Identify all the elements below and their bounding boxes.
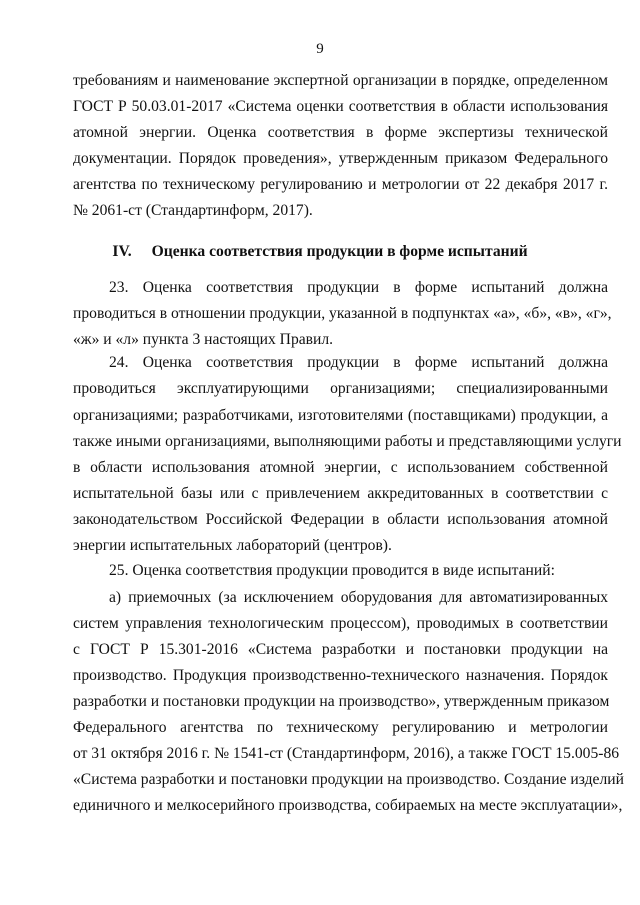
paragraph-24-line: испытательной базы или с привлечением аккредитованных в соответствии с [73, 485, 608, 502]
section-heading [0, 243, 640, 261]
paragraph-24-line: в области использования атомной энергии, с использованием собственной [73, 459, 608, 476]
paragraph-25a-line: производство. Продукция производственно-технического назначения. Порядок [73, 667, 608, 684]
paragraph-23-line: «ж» и «л» пункта 3 настоящих Правил. [73, 331, 334, 348]
paragraph-25a-line: разработки и постановки продукции на производство», утвержденным приказом [73, 693, 610, 710]
page-number: 9 [316, 41, 324, 57]
text-line: атомной энергии. Оценка соответствия в форме экспертизы технической [73, 124, 608, 141]
text-line: агентства по техническому регулированию и метрологии от 22 декабря 2017 г. [73, 176, 608, 193]
paragraph-24-line: проводиться эксплуатирующими организациями; специализированными [73, 380, 608, 397]
paragraph-24-line: 24. Оценка соответствия продукции в форме испытаний должна [109, 354, 608, 371]
paragraph-23-line: 23. Оценка соответствия продукции в форме испытаний должна [109, 279, 608, 296]
paragraph-25a-line: систем управления технологическим процессом), проводимых в соответствии [73, 615, 608, 632]
paragraph-25a-line: с ГОСТ Р 15.301-2016 «Система разработки и постановки продукции на [73, 641, 608, 658]
paragraph-25-line: 25. Оценка соответствия продукции проводится в виде испытаний: [109, 562, 555, 579]
text-line: № 2061-ст (Стандартинформ, 2017). [73, 202, 313, 219]
paragraph-23-line: проводиться в отношении продукции, указанной в подпунктах «а», «б», «в», «г», [73, 305, 612, 322]
paragraph-25a-line: от 31 октября 2016 г. № 1541-ст (Стандартинформ, 2016), а также ГОСТ 15.005-86 [73, 745, 620, 762]
section-title: Оценка соответствия продукции в форме испытаний [151, 243, 528, 260]
text-line: ГОСТ Р 50.03.01-2017 «Система оценки соответствия в области использования [73, 98, 608, 115]
paragraph-24-line: законодательством Российской Федерации в области использования атомной [73, 511, 608, 528]
section-number: IV. [112, 243, 132, 260]
paragraph-25a-line: «Система разработки и постановки продукции на производство. Создание изделий [73, 771, 624, 788]
paragraph-25a-line: Федерального агентства по техническому регулированию и метрологии [73, 719, 608, 736]
text-line: требованиям и наименование экспертной организации в порядке, определенном [73, 72, 608, 89]
paragraph-25a-line: а) приемочных (за исключением оборудования для автоматизированных [109, 589, 608, 606]
text-line: документации. Порядок проведения», утвержденным приказом Федерального [73, 150, 608, 167]
paragraph-25a-line: единичного и мелкосерийного производства, собираемых на месте эксплуатации», [73, 797, 623, 814]
paragraph-24-line: энергии испытательных лабораторий (центров). [73, 537, 392, 554]
paragraph-24-line: также иными организациями, выполняющими работы и представляющими услуги [73, 433, 622, 450]
paragraph-24-line: организациями; разработчиками, изготовителями (поставщиками) продукции, а [73, 407, 608, 424]
